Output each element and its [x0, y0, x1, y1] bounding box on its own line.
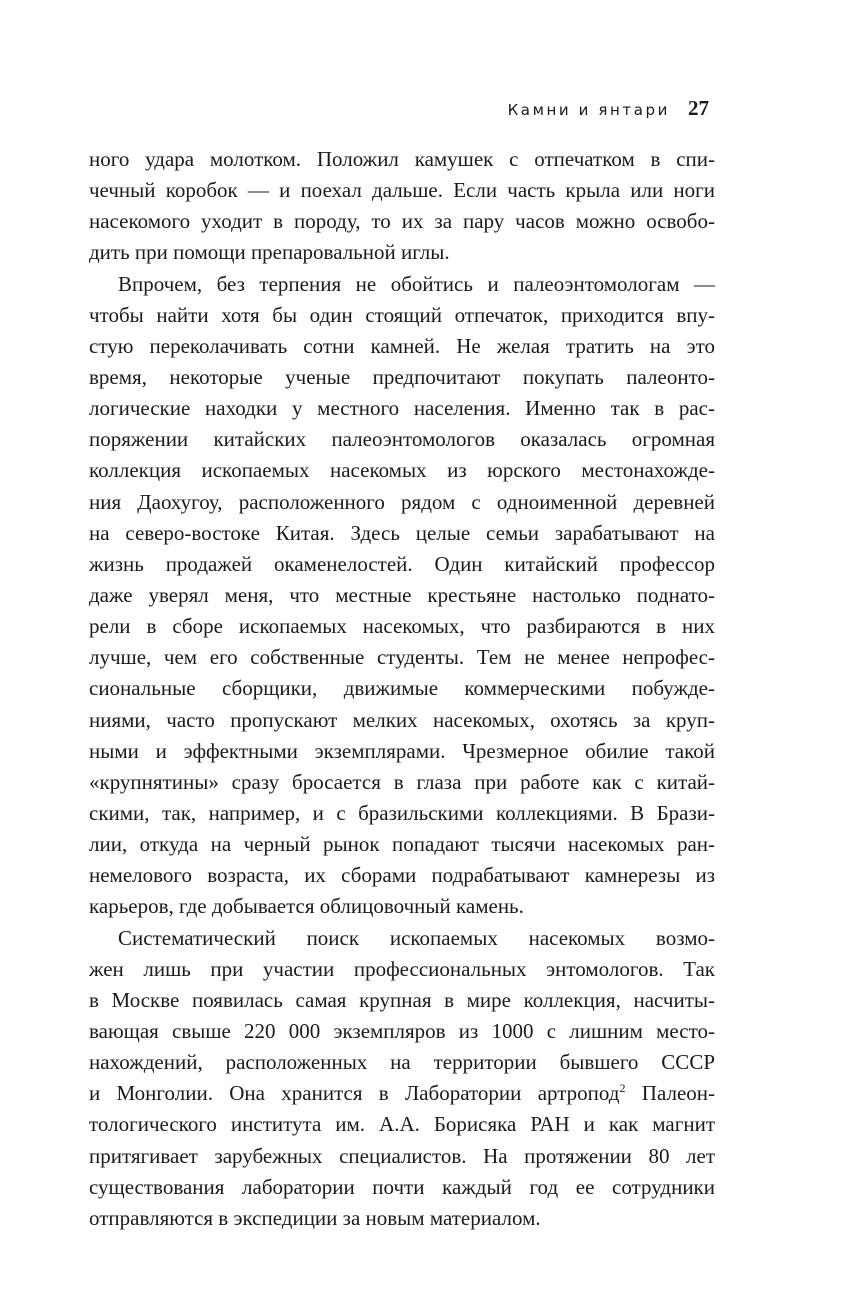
text-line: сиональные сборщики, движимые коммерческими побужде-: [89, 676, 715, 701]
text-line: скими, так, например, и с бразильскими коллекциями. В Брази-: [89, 800, 715, 825]
text-line: насекомого уходит в породу, то их за пару часов можно освобо-: [89, 209, 715, 234]
text-line: Впрочем, без терпения не обойтись и палеоэнтомологам —: [118, 271, 715, 296]
text-line: рели в сборе ископаемых насекомых, что разбираются в них: [89, 614, 715, 639]
text-line: «крупнятины» сразу бросается в глаза при работе как с китай-: [89, 769, 715, 794]
text-line: лии, откуда на черный рынок попадают тысячи насекомых ран-: [89, 832, 715, 857]
paragraph-1: [89, 144, 715, 269]
text-line: притягивает зарубежных специалистов. На протяжении 80 лет: [89, 1143, 715, 1168]
text-line: жизнь продажей окаменелостей. Один китайский профессор: [89, 551, 715, 576]
text-line: карьеров, где добывается облицовочный камень.: [89, 894, 524, 919]
page-number: 27: [688, 96, 709, 120]
text-line: даже уверял меня, что местные крестьяне настолько поднато-: [89, 582, 715, 607]
text-line: дить при помощи препаровальной иглы.: [89, 240, 450, 265]
text-line: жен лишь при участии профессиональных энтомологов. Так: [89, 956, 715, 981]
text-line: немелового возраста, их сборами подрабатывают камнерезы из: [89, 863, 715, 888]
text-line-with-footnote: [89, 1078, 715, 1109]
text-line: время, некоторые ученые предпочитают покупать палеонто-: [89, 364, 715, 389]
text-line: тологического института им. А.А. Борисяка РАН и как магнит: [89, 1112, 715, 1137]
text-line: вающая свыше 220 000 экземпляров из 1000 с лишним место-: [89, 1018, 715, 1043]
text-line: нахождений, расположенных на территории бывшего СССР: [89, 1050, 715, 1075]
text-line: отправляются в экспедиции за новым материалом.: [89, 1205, 541, 1230]
text-line: ниями, часто пропускают мелких насекомых, охотясь за круп-: [89, 707, 715, 732]
text-line: Систематический поиск ископаемых насекомых возмо-: [118, 925, 715, 950]
running-title: Камни и янтари: [507, 101, 670, 119]
text-line: чечный коробок — и поехал дальше. Если часть крыла или ноги: [89, 178, 715, 203]
text-line: стую переколачивать сотни камней. Не желая тратить на это: [89, 333, 715, 358]
text-line: коллекция ископаемых насекомых из юрского местонахожде-: [89, 458, 715, 483]
running-head: [89, 96, 709, 124]
body-text: [89, 144, 715, 1234]
footnote-reference[interactable]: 2: [619, 1081, 626, 1096]
text-line-tail: Палеон-: [625, 1081, 716, 1106]
text-line: в Москве появилась самая крупная в мире коллекция, насчиты-: [89, 987, 715, 1012]
text-line: поряжении китайских палеоэнтомологов оказалась огромная: [89, 427, 715, 452]
text-line: ными и эффектными экземплярами. Чрезмерное обилие такой: [89, 738, 715, 763]
text-line: лучше, чем его собственные студенты. Тем не менее непрофес-: [89, 645, 715, 670]
text-line: логические находки у местного населения. Именно так в рас-: [89, 396, 715, 421]
paragraph-2: [89, 269, 715, 923]
paragraph-3: [89, 923, 715, 1234]
text-line-head: и Монголии. Она хранится в Лаборатории артропод: [89, 1081, 620, 1106]
text-line: чтобы найти хотя бы один стоящий отпечаток, приходится впу-: [89, 302, 715, 327]
text-line: существования лаборатории почти каждый год ее сотрудники: [89, 1174, 715, 1199]
text-line: ния Даохугоу, расположенного рядом с одноименной деревней: [89, 489, 715, 514]
text-line: на северо-востоке Китая. Здесь целые семьи зарабатывают на: [89, 520, 715, 545]
text-line: ного удара молотком. Положил камушек с отпечатком в спи-: [89, 147, 715, 171]
